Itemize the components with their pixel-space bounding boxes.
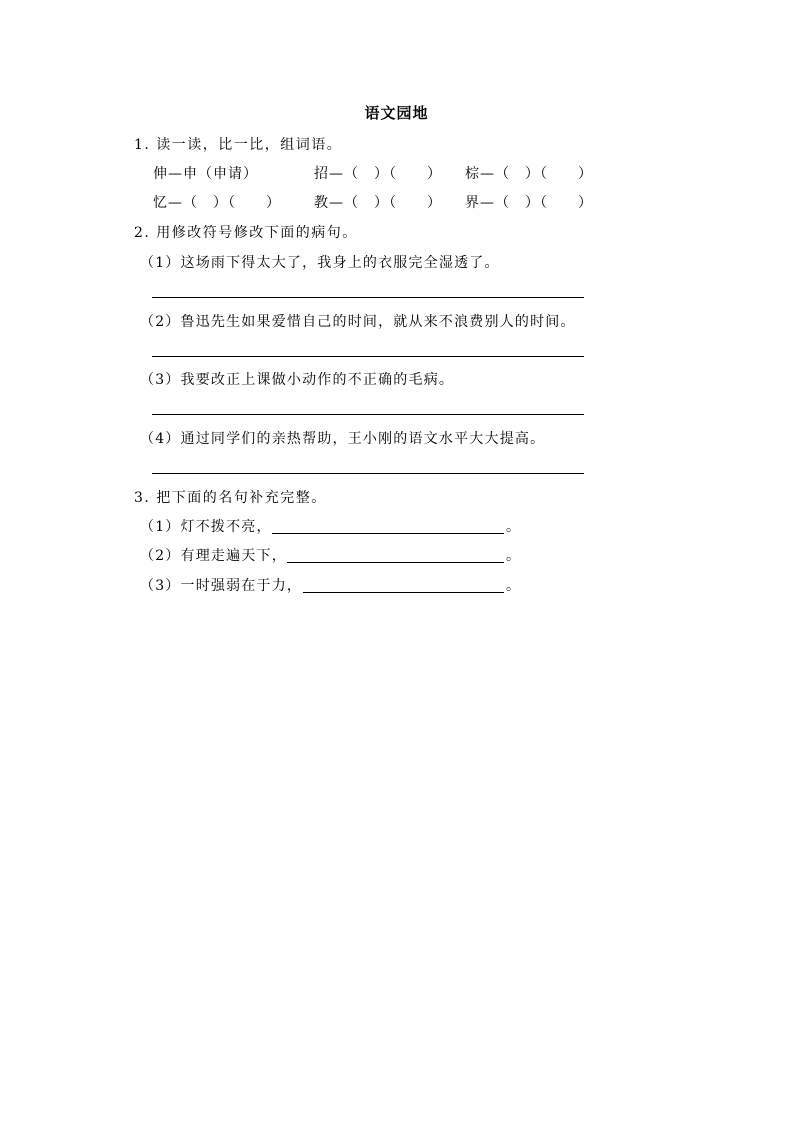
sentence-item: （3）我要改正上课做小动作的不正确的毛病。 xyxy=(140,372,455,388)
period-mark: 。 xyxy=(506,578,520,594)
answer-line[interactable] xyxy=(152,473,584,474)
sentence-item: （4）通过同学们的亲热帮助，王小刚的语文水平大大提高。 xyxy=(140,431,546,447)
answer-line[interactable] xyxy=(152,297,584,298)
word-item: 伸—申（申请） xyxy=(153,166,258,182)
quote-item: （3）一时强弱在于力， xyxy=(140,578,303,594)
fill-blank[interactable] xyxy=(272,533,504,534)
sentence-item: （2）鲁迅先生如果爱惜自己的时间，就从来不浪费别人的时间。 xyxy=(140,314,576,330)
word-item: 棕—（ ）（ ） xyxy=(465,166,593,182)
word-item: 忆—（ ）（ ） xyxy=(153,195,281,211)
word-item: 界—（ ）（ ） xyxy=(465,195,593,211)
word-item: 招—（ ）（ ） xyxy=(314,166,442,182)
sentence-item: （1）这场雨下得太大了，我身上的衣服完全湿透了。 xyxy=(140,255,500,271)
page-title: 语文园地 xyxy=(364,104,429,122)
answer-line[interactable] xyxy=(152,356,584,357)
word-item: 教—（ ）（ ） xyxy=(314,195,442,211)
quote-item: （2）有理走遍天下， xyxy=(140,548,287,564)
period-mark: 。 xyxy=(506,519,520,535)
period-mark: 。 xyxy=(506,548,520,564)
quote-item: （1）灯不拨不亮， xyxy=(140,519,272,535)
question-2-heading: 2. 用修改符号修改下面的病句。 xyxy=(134,225,358,241)
answer-line[interactable] xyxy=(152,414,584,415)
question-1-heading: 1. 读一读，比一比，组词语。 xyxy=(134,137,343,153)
fill-blank[interactable] xyxy=(303,592,504,593)
question-3-heading: 3. 把下面的名句补充完整。 xyxy=(134,490,327,506)
fill-blank[interactable] xyxy=(287,562,504,563)
